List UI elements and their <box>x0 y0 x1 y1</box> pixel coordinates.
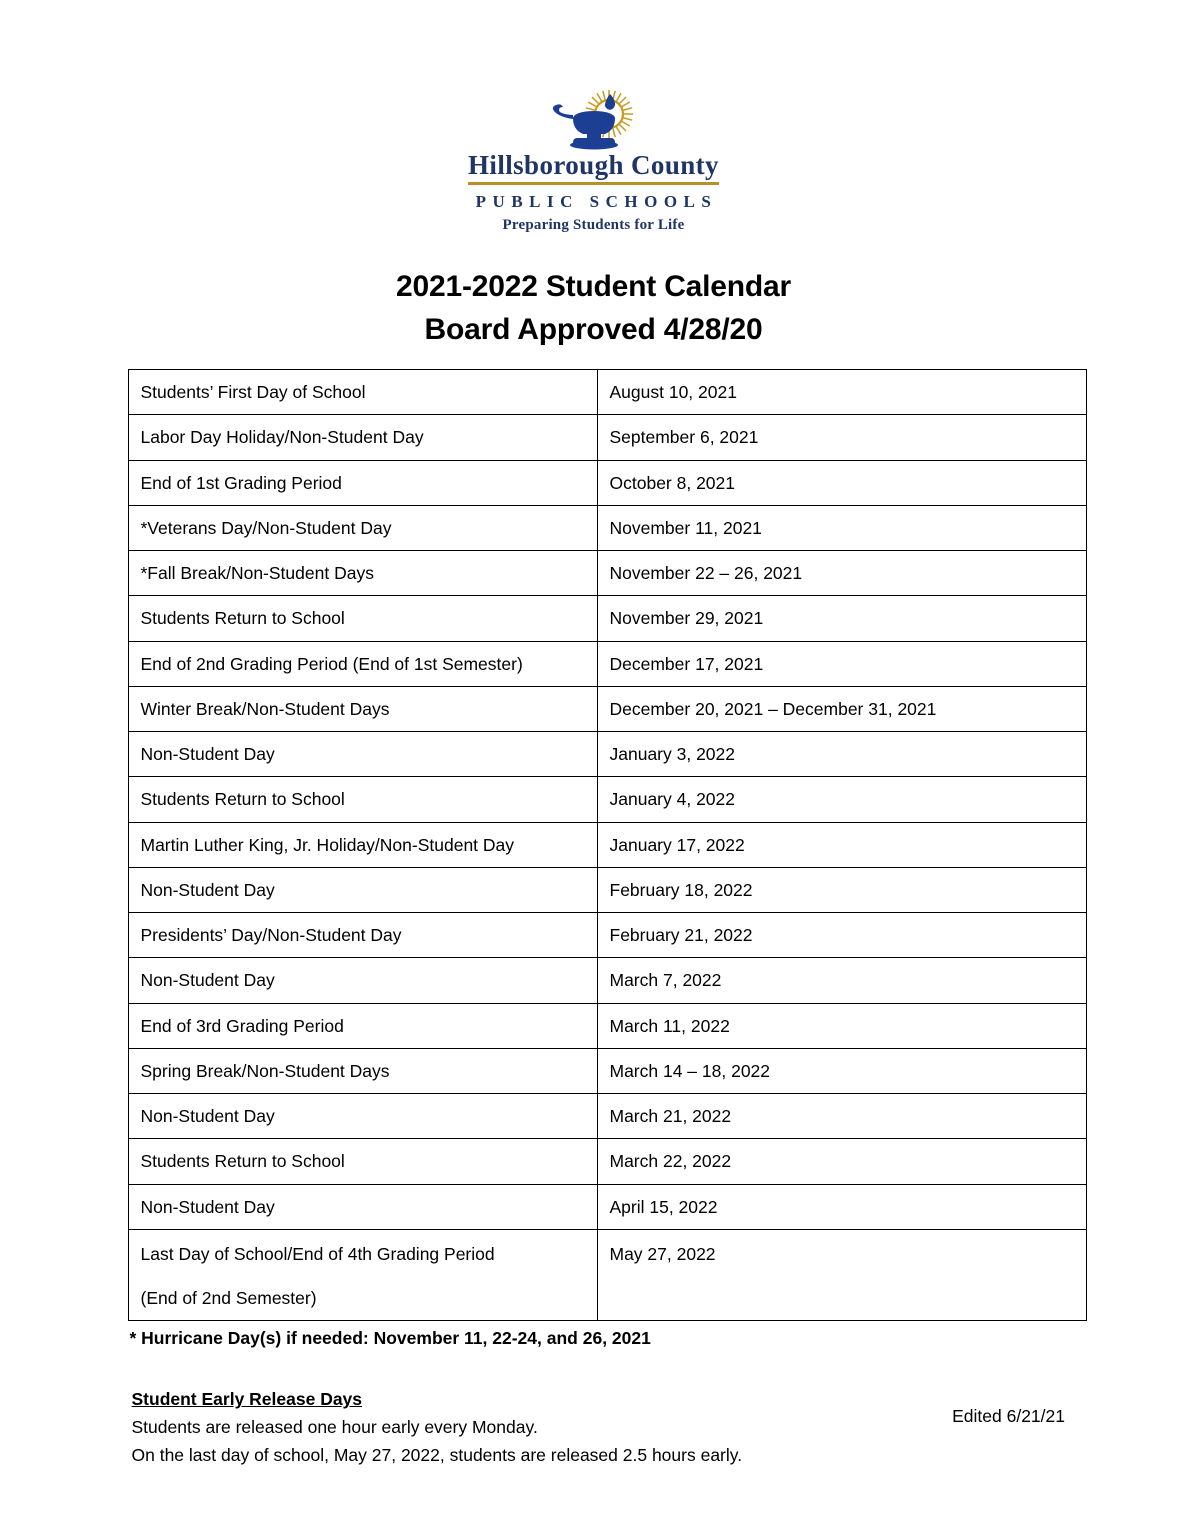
table-row <box>128 1184 1086 1229</box>
hurricane-note: * Hurricane Day(s) if needed: November 11, 22-24, and 26, 2021 <box>129 1328 651 1349</box>
table-row <box>128 1139 1086 1184</box>
event-cell: *Veterans Day/Non-Student Day <box>128 505 597 550</box>
table-row <box>128 1048 1086 1093</box>
event-cell: Winter Break/Non-Student Days <box>128 686 597 731</box>
notes-section <box>126 1328 1062 1466</box>
date-cell: March 14 – 18, 2022 <box>597 1048 1086 1093</box>
event-text-line1: Last Day of School/End of 4th Grading Period <box>140 1243 495 1264</box>
event-cell: End of 1st Grading Period <box>128 460 597 505</box>
table-row <box>128 551 1086 596</box>
logo-public-schools: PUBLIC SCHOOLS <box>475 192 718 211</box>
event-cell: Non-Student Day <box>128 1184 597 1229</box>
date-cell: November 11, 2021 <box>597 505 1086 550</box>
table-row <box>128 913 1086 958</box>
table-row <box>128 1003 1086 1048</box>
date-cell: March 21, 2022 <box>597 1094 1086 1139</box>
event-cell: Students Return to School <box>128 1139 597 1184</box>
edited-stamp: Edited 6/21/21 <box>952 1406 1065 1426</box>
school-logo <box>0 0 1187 234</box>
table-row <box>128 1229 1086 1321</box>
table-row <box>128 1094 1086 1139</box>
event-cell: Non-Student Day <box>128 867 597 912</box>
date-cell: January 17, 2022 <box>597 822 1086 867</box>
date-cell: December 20, 2021 – December 31, 2021 <box>597 686 1086 731</box>
table-row <box>128 641 1086 686</box>
page-title <box>0 266 1187 351</box>
event-cell: End of 2nd Grading Period (End of 1st Semester) <box>128 641 597 686</box>
early-release-heading: Student Early Release Days <box>131 1389 363 1410</box>
early-release-line-2: On the last day of school, May 27, 2022, students are released 2.5 hours early. <box>131 1445 743 1466</box>
date-cell: February 18, 2022 <box>597 867 1086 912</box>
event-cell <box>128 1229 597 1321</box>
table-row <box>128 596 1086 641</box>
date-cell: December 17, 2021 <box>597 641 1086 686</box>
date-cell: February 21, 2022 <box>597 913 1086 958</box>
date-cell: August 10, 2021 <box>597 370 1086 415</box>
event-cell: Presidents’ Day/Non-Student Day <box>128 913 597 958</box>
table-row <box>128 686 1086 731</box>
event-cell: *Fall Break/Non-Student Days <box>128 551 597 596</box>
date-cell: January 3, 2022 <box>597 732 1086 777</box>
table-row <box>128 415 1086 460</box>
date-cell: May 27, 2022 <box>597 1229 1086 1321</box>
date-cell: April 15, 2022 <box>597 1184 1086 1229</box>
event-cell: Martin Luther King, Jr. Holiday/Non-Student Day <box>128 822 597 867</box>
table-row <box>128 505 1086 550</box>
lamp-of-knowledge-icon <box>509 88 679 150</box>
event-cell: Students Return to School <box>128 777 597 822</box>
event-cell: Spring Break/Non-Student Days <box>128 1048 597 1093</box>
event-cell: Students’ First Day of School <box>128 370 597 415</box>
page-title-line1: 2021-2022 Student Calendar <box>396 270 791 303</box>
event-cell: Non-Student Day <box>128 732 597 777</box>
early-release-block <box>130 1349 1062 1466</box>
date-cell: January 4, 2022 <box>597 777 1086 822</box>
event-text-line2: (End of 2nd Semester) <box>140 1288 317 1309</box>
date-cell: March 22, 2022 <box>597 1139 1086 1184</box>
event-cell: End of 3rd Grading Period <box>128 1003 597 1048</box>
date-cell: March 11, 2022 <box>597 1003 1086 1048</box>
table-row <box>128 370 1086 415</box>
table-row <box>128 958 1086 1003</box>
date-cell: September 6, 2021 <box>597 415 1086 460</box>
date-cell: November 22 – 26, 2021 <box>597 551 1086 596</box>
event-cell: Non-Student Day <box>128 1094 597 1139</box>
date-cell: March 7, 2022 <box>597 958 1086 1003</box>
page-title-line2: Board Approved 4/28/20 <box>424 312 763 346</box>
event-cell: Students Return to School <box>128 596 597 641</box>
logo-tagline: Preparing Students for Life <box>502 217 685 233</box>
table-row <box>128 867 1086 912</box>
date-cell: October 8, 2021 <box>597 460 1086 505</box>
calendar-table-container <box>128 369 1060 1321</box>
table-row <box>128 822 1086 867</box>
event-cell: Labor Day Holiday/Non-Student Day <box>128 415 597 460</box>
early-release-line-1: Students are released one hour early every Monday. <box>131 1417 538 1438</box>
table-row <box>128 777 1086 822</box>
logo-school-name: Hillsborough County <box>468 152 719 185</box>
calendar-table-body <box>128 370 1086 1321</box>
date-cell: November 29, 2021 <box>597 596 1086 641</box>
table-row <box>128 732 1086 777</box>
calendar-table <box>128 369 1087 1321</box>
event-cell: Non-Student Day <box>128 958 597 1003</box>
table-row <box>128 460 1086 505</box>
